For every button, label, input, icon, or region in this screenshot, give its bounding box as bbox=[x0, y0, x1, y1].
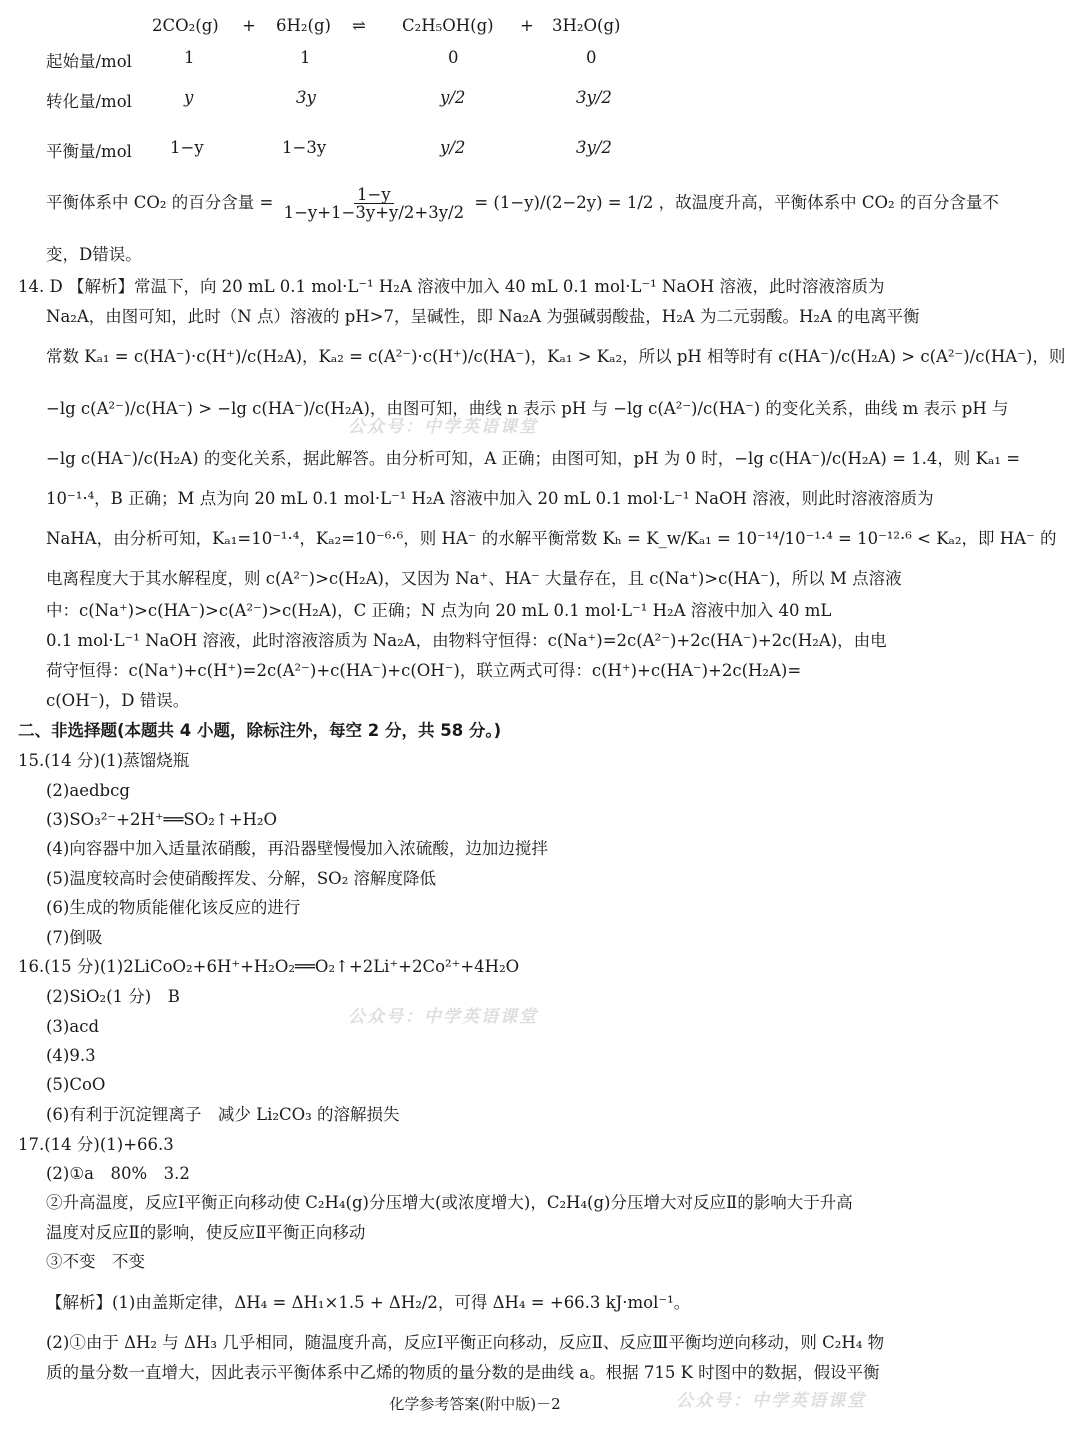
watermark: 公众号：中学英语课堂 bbox=[676, 1391, 866, 1411]
cell: y/2 bbox=[440, 138, 466, 157]
cell: 1 bbox=[184, 48, 195, 67]
text-line: c(OH⁻)，D 错误。 bbox=[46, 691, 190, 710]
cell: 1 bbox=[300, 48, 311, 67]
cell: 3y/2 bbox=[576, 138, 612, 157]
text-line: 16.(15 分)(1)2LiCoO₂+6H⁺+H₂O₂══O₂↑+2Li⁺+2Co²⁺+4H₂O bbox=[18, 957, 520, 976]
text-line: (3)acd bbox=[46, 1017, 100, 1036]
text-line: (5)温度较高时会使硝酸挥发、分解，SO₂ 溶解度降低 bbox=[46, 869, 437, 888]
text-line: ②升高温度，反应Ⅰ平衡正向移动使 C₂H₄(g)分压增大(或浓度增大)，C₂H₄(g)分压增大对反应Ⅱ的影响大于升高 bbox=[46, 1193, 853, 1212]
row-label: 转化量/mol bbox=[46, 92, 132, 111]
eq-term: 2CO₂(g) bbox=[152, 16, 219, 35]
fraction-num: 1−y bbox=[354, 186, 394, 204]
text-line: (6)有利于沉淀锂离子 减少 Li₂CO₃ 的溶解损失 bbox=[46, 1105, 400, 1124]
text-line: −lg c(A²⁻)/c(HA⁻) > −lg c(HA⁻)/c(H₂A)，由图可知，曲线 n 表示 pH 与 −lg c(A²⁻)/c(HA⁻) 的变化关系，曲线 m 表示 pH 与 bbox=[46, 399, 1009, 418]
text-line: −lg c(HA⁻)/c(H₂A) 的变化关系，据此解答。由分析可知，A 正确；由图可知，pH 为 0 时，−lg c(HA⁻)/c(H₂A) = 1.4，则 Kₐ₁ = bbox=[46, 449, 1021, 468]
eq-plus: + bbox=[242, 16, 256, 35]
cell: 0 bbox=[586, 48, 597, 67]
text-line: 0.1 mol·L⁻¹ NaOH 溶液，此时溶液溶质为 Na₂A，由物料守恒得：c(Na⁺)=2c(A²⁻)+2c(HA⁻)+2c(H₂A)，由电 bbox=[46, 631, 887, 650]
text-line: 15.(14 分)(1)蒸馏烧瓶 bbox=[18, 751, 190, 770]
eq-plus: + bbox=[520, 16, 534, 35]
text-line: (3)SO₃²⁻+2H⁺══SO₂↑+H₂O bbox=[46, 810, 278, 829]
text-line: 17.(14 分)(1)+66.3 bbox=[18, 1135, 174, 1154]
fraction bbox=[281, 186, 468, 221]
text-line: (2)aedbcg bbox=[46, 781, 130, 800]
text-line: (4)9.3 bbox=[46, 1046, 96, 1065]
text-line: 温度对反应Ⅱ的影响，使反应Ⅱ平衡正向移动 bbox=[46, 1223, 366, 1242]
text-line: ③不变 不变 bbox=[46, 1252, 145, 1271]
conclusion-tail: ，故温度升高，平衡体系中 CO₂ 的百分含量不 bbox=[658, 193, 999, 212]
text-line: (2)SiO₂(1 分) B bbox=[46, 987, 180, 1006]
row-label: 起始量/mol bbox=[46, 52, 132, 71]
cell: 1−3y bbox=[282, 138, 327, 157]
text-line: 常数 Kₐ₁ = c(HA⁻)·c(H⁺)/c(H₂A)，Kₐ₂ = c(A²⁻)·c(H⁺)/c(HA⁻)，Kₐ₁ > Kₐ₂，所以 pH 相等时有 c(HA⁻)/c(H₂A) > c(A²⁻)/c(HA⁻)，则 bbox=[46, 347, 1065, 366]
row-label: 平衡量/mol bbox=[46, 142, 132, 161]
text-line: NaHA，由分析可知，Kₐ₁=10⁻¹·⁴，Kₐ₂=10⁻⁶·⁶，则 HA⁻ 的水解平衡常数 Kₕ = K_w/Kₐ₁ = 10⁻¹⁴/10⁻¹·⁴ = 10⁻¹²·⁶ < Kₐ₂，即 HA⁻ 的 bbox=[46, 529, 1057, 548]
watermark: 公众号：中学英语课堂 bbox=[348, 417, 538, 437]
cell: 0 bbox=[448, 48, 459, 67]
text-line: 10⁻¹·⁴，B 正确；M 点为向 20 mL 0.1 mol·L⁻¹ H₂A 溶液中加入 20 mL 0.1 mol·L⁻¹ NaOH 溶液，则此时溶液溶质为 bbox=[46, 489, 934, 508]
text-line: 14. D 【解析】常温下，向 20 mL 0.1 mol·L⁻¹ H₂A 溶液中加入 40 mL 0.1 mol·L⁻¹ NaOH 溶液，此时溶液溶质为 bbox=[18, 277, 885, 296]
text-line: (2)①a 80% 3.2 bbox=[46, 1164, 190, 1183]
text-line: 【解析】(1)由盖斯定律，ΔH₄ = ΔH₁×1.5 + ΔH₂/2，可得 ΔH₄ = +66.3 kJ·mol⁻¹。 bbox=[46, 1293, 691, 1312]
eq-term: C₂H₅OH(g) bbox=[402, 16, 494, 35]
eq-term: 6H₂(g) bbox=[276, 16, 331, 35]
text-line: 中：c(Na⁺)>c(HA⁻)>c(A²⁻)>c(H₂A)，C 正确；N 点为向 20 mL 0.1 mol·L⁻¹ H₂A 溶液中加入 40 mL bbox=[46, 601, 832, 620]
text-line: Na₂A，由图可知，此时（N 点）溶液的 pH>7，呈碱性，即 Na₂A 为强碱弱酸盐，H₂A 为二元弱酸。H₂A 的电离平衡 bbox=[46, 307, 920, 326]
text-line: (2)①由于 ΔH₂ 与 ΔH₃ 几乎相同，随温度升高，反应Ⅰ平衡正向移动，反应Ⅱ、反应Ⅲ平衡均逆向移动，则 C₂H₄ 物 bbox=[46, 1333, 885, 1352]
text-line: (5)CoO bbox=[46, 1075, 106, 1094]
section-heading: 二、非选择题(本题共 4 小题，除标注外，每空 2 分，共 58 分。) bbox=[18, 721, 502, 740]
cell: y bbox=[184, 88, 194, 107]
cell: 3y/2 bbox=[576, 88, 612, 107]
page-footer: 化学参考答案(附中版)－2 bbox=[389, 1395, 561, 1413]
watermark: 公众号：中学英语课堂 bbox=[348, 1007, 538, 1027]
fraction-den: 1−y+1−3y+y/2+3y/2 bbox=[283, 203, 465, 222]
text-line: (7)倒吸 bbox=[46, 928, 103, 947]
eq-arrow: ⇌ bbox=[352, 16, 366, 35]
text-line: (6)生成的物质能催化该反应的进行 bbox=[46, 898, 301, 917]
conclusion-text: 平衡体系中 CO₂ 的百分含量 = bbox=[46, 193, 274, 212]
text-line: 荷守恒得：c(Na⁺)+c(H⁺)=2c(A²⁻)+c(HA⁻)+c(OH⁻)，联立两式可得：c(H⁺)+c(HA⁻)+2c(H₂A)= bbox=[46, 661, 802, 680]
text-line: 变，D错误。 bbox=[46, 245, 142, 264]
eq-term: 3H₂O(g) bbox=[552, 16, 621, 35]
cell: 1−y bbox=[170, 138, 204, 157]
text-line: 质的量分数一直增大，因此表示平衡体系中乙烯的物质的量分数的是曲线 a。根据 715 K 时图中的数据，假设平衡 bbox=[46, 1363, 880, 1382]
conclusion-mid: = (1−y)/(2−2y) = 1/2 bbox=[474, 193, 654, 212]
conclusion-line bbox=[46, 185, 999, 222]
text-line: 电离程度大于其水解程度，则 c(A²⁻)>c(H₂A)，又因为 Na⁺、HA⁻ 大量存在，且 c(Na⁺)>c(HA⁻)，所以 M 点溶液 bbox=[46, 569, 902, 588]
cell: 3y bbox=[296, 88, 316, 107]
text-line: (4)向容器中加入适量浓硝酸，再沿器壁慢慢加入浓硫酸，边加边搅拌 bbox=[46, 839, 548, 858]
cell: y/2 bbox=[440, 88, 466, 107]
